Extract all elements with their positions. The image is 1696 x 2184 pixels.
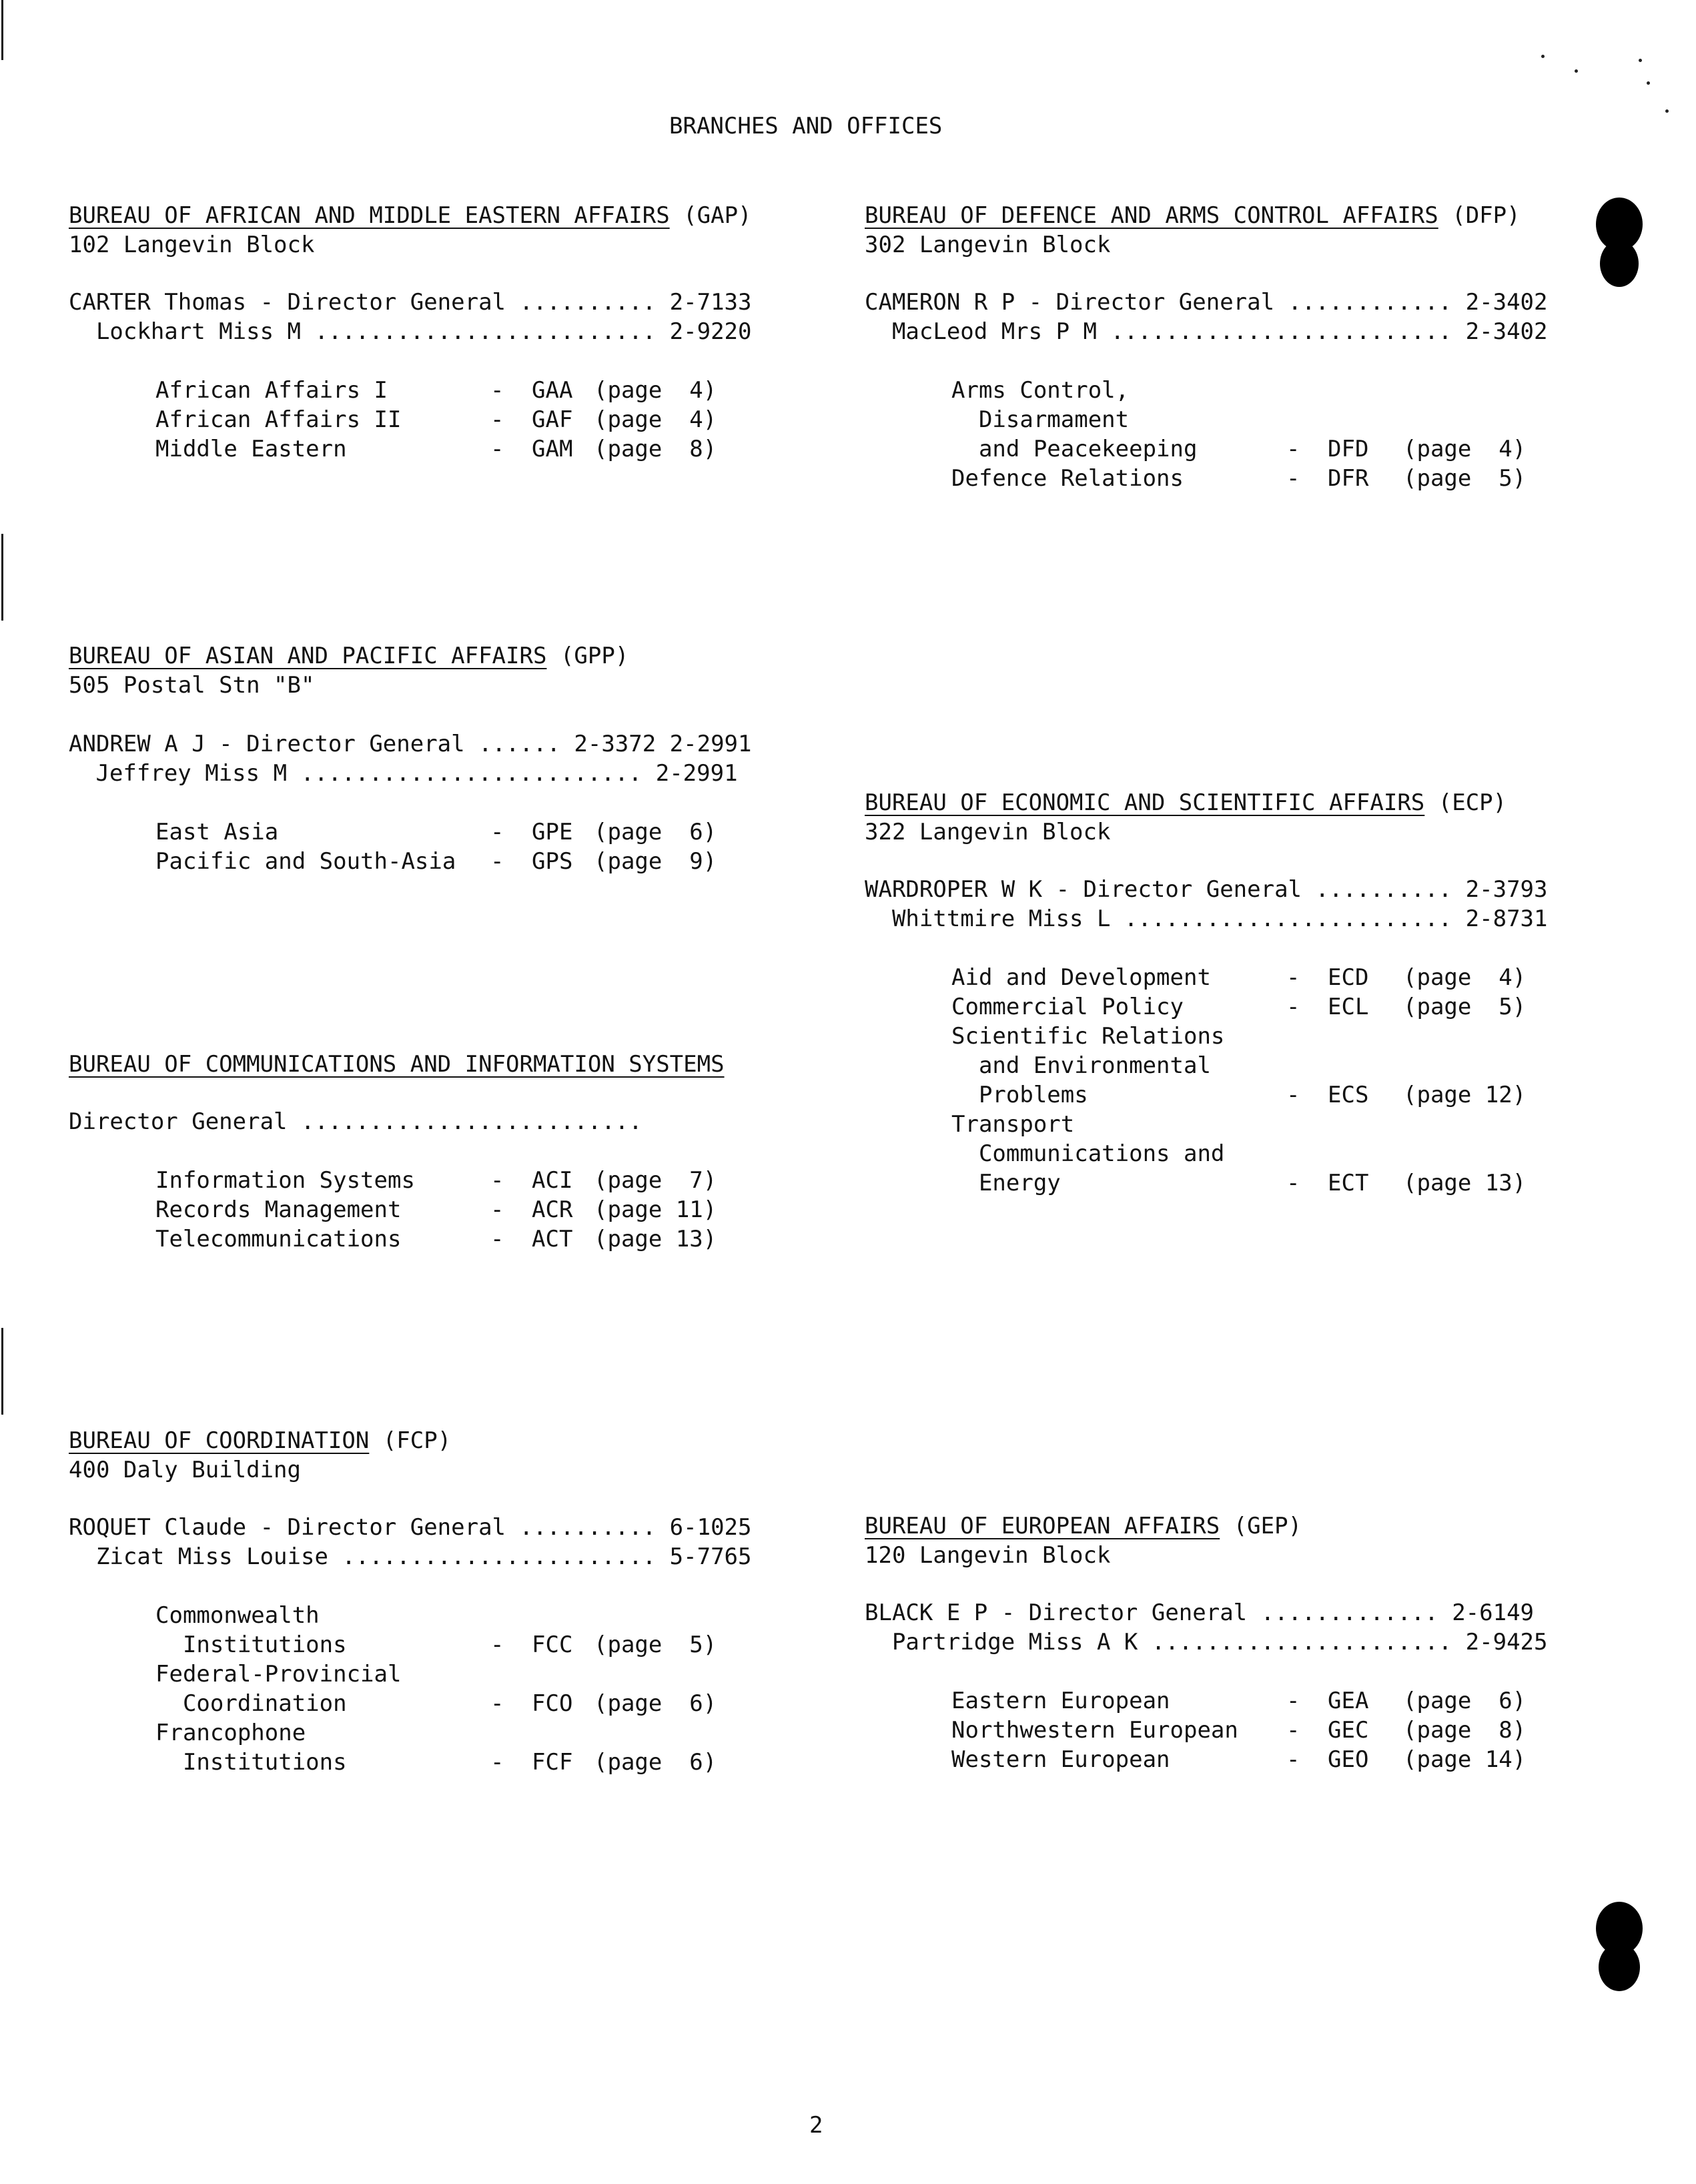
speck (1575, 69, 1578, 73)
punch-hole-top-lower (1600, 240, 1639, 287)
section-title: BUREAU OF EUROPEAN AFFAIRS (865, 1513, 1220, 1539)
division-name: Problems (951, 1082, 1088, 1108)
division-code: DFR (1328, 465, 1369, 492)
division-name: Energy (951, 1170, 1061, 1196)
division-name: Arms Control, (951, 377, 1130, 404)
section-title: BUREAU OF ECONOMIC AND SCIENTIFIC AFFAIRS (865, 789, 1425, 816)
division-sep: - (490, 848, 504, 875)
division-name: Western European (951, 1746, 1170, 1773)
assistant-line: Zicat Miss Louise ....................... 5-7765 (69, 1543, 752, 1570)
division-name: Institutions (155, 1631, 347, 1658)
division-page: (page 13) (1403, 1170, 1527, 1196)
division-page: (page 4) (1403, 436, 1527, 462)
section-heading (69, 1050, 725, 1079)
director-line: ANDREW A J - Director General ...... 2-3372 2-2991 (69, 731, 752, 757)
left-edge-mark-1 (1, 0, 3, 60)
division-code: ECS (1328, 1082, 1369, 1108)
page-number: 2 (809, 2112, 823, 2139)
division-name: African Affairs I (155, 377, 388, 404)
division-code: GEC (1328, 1717, 1369, 1744)
division-code: GAF (532, 406, 573, 433)
division-name: Transport (951, 1111, 1075, 1138)
division-code: ECL (1328, 994, 1369, 1020)
division-code: ECT (1328, 1170, 1369, 1196)
division-code: GEO (1328, 1746, 1369, 1773)
division-sep: - (1286, 994, 1300, 1020)
division-page: (page 9) (594, 848, 717, 875)
section-address: 102 Langevin Block (69, 232, 315, 258)
assistant-line: Partridge Miss A K ...................... 2-9425 (865, 1629, 1548, 1656)
division-page: (page 6) (594, 819, 717, 845)
section-title: BUREAU OF ASIAN AND PACIFIC AFFAIRS (69, 643, 547, 669)
division-name: Communications and (951, 1140, 1225, 1167)
division-name: African Affairs II (155, 406, 402, 433)
punch-hole-bottom-lower (1599, 1943, 1640, 1991)
division-page: (page 12) (1403, 1082, 1527, 1108)
division-code: GPS (532, 848, 573, 875)
division-code: ECD (1328, 964, 1369, 991)
section-code: (GEP) (1233, 1513, 1302, 1539)
division-page: (page 5) (1403, 994, 1527, 1020)
division-sep: - (1286, 1717, 1300, 1744)
section-title: BUREAU OF COORDINATION (69, 1427, 370, 1454)
division-sep: - (1286, 1170, 1300, 1196)
division-sep: - (490, 1226, 504, 1252)
division-name: Telecommunications (155, 1226, 402, 1252)
division-page: (page 4) (1403, 964, 1527, 991)
division-code: ACT (532, 1226, 573, 1252)
section-code: (DFP) (1452, 202, 1521, 229)
division-sep: - (490, 1749, 504, 1776)
section-heading (69, 641, 628, 671)
division-page: (page 8) (594, 436, 717, 462)
division-page: (page 4) (594, 406, 717, 433)
division-code: GAA (532, 377, 573, 404)
division-sep: - (1286, 964, 1300, 991)
division-sep: - (490, 1631, 504, 1658)
division-sep: - (1286, 465, 1300, 492)
division-name: Eastern European (951, 1688, 1170, 1714)
division-sep: - (490, 819, 504, 845)
speck (1665, 109, 1669, 113)
section-heading (865, 201, 1521, 230)
division-page: (page 6) (594, 1749, 717, 1776)
division-page: (page 11) (594, 1196, 717, 1223)
division-code: DFD (1328, 436, 1369, 462)
division-code: FCO (532, 1690, 573, 1717)
director-line: Director General ......................... (69, 1108, 643, 1135)
division-name: Middle Eastern (155, 436, 347, 462)
division-code: FCF (532, 1749, 573, 1776)
section-code: (FCP) (382, 1427, 452, 1454)
section-code: (GPP) (560, 643, 629, 669)
division-name: Defence Relations (951, 465, 1184, 492)
section-address: 505 Postal Stn "B" (69, 672, 315, 699)
section-code: (ECP) (1438, 789, 1507, 816)
division-sep: - (1286, 1082, 1300, 1108)
division-page: (page 5) (1403, 465, 1527, 492)
division-page: (page 4) (594, 377, 717, 404)
division-page: (page 7) (594, 1167, 717, 1194)
division-name: Institutions (155, 1749, 347, 1776)
section-heading (69, 201, 752, 230)
page-title: BRANCHES AND OFFICES (669, 113, 943, 139)
division-sep: - (490, 436, 504, 462)
director-line: WARDROPER W K - Director General .......... 2-3793 (865, 876, 1548, 903)
division-name: and Environmental (951, 1052, 1211, 1079)
division-sep: - (1286, 1688, 1300, 1714)
assistant-line: Lockhart Miss M ......................... 2-9220 (69, 318, 752, 345)
division-name: Information Systems (155, 1167, 415, 1194)
division-sep: - (1286, 436, 1300, 462)
section-title: BUREAU OF AFRICAN AND MIDDLE EASTERN AFFAIRS (69, 202, 670, 229)
section-code: (GAP) (683, 202, 752, 229)
left-edge-mark-3 (1, 1328, 3, 1415)
section-heading (865, 1511, 1302, 1541)
division-name: Commercial Policy (951, 994, 1184, 1020)
division-sep: - (490, 1690, 504, 1717)
division-name: and Peacekeeping (951, 436, 1198, 462)
division-code: GAM (532, 436, 573, 462)
division-code: ACR (532, 1196, 573, 1223)
division-page: (page 6) (594, 1690, 717, 1717)
speck (1639, 59, 1642, 62)
director-line: CARTER Thomas - Director General .......... 2-7133 (69, 289, 752, 316)
assistant-line: Jeffrey Miss M ......................... 2-2991 (82, 760, 738, 787)
section-address: 322 Langevin Block (865, 819, 1111, 845)
division-sep: - (490, 377, 504, 404)
division-name: Scientific Relations (951, 1023, 1225, 1050)
division-page: (page 14) (1403, 1746, 1527, 1773)
division-name: Northwestern European (951, 1717, 1238, 1744)
section-heading (69, 1426, 451, 1455)
division-name: Coordination (155, 1690, 347, 1717)
division-code: GPE (532, 819, 573, 845)
director-line: CAMERON R P - Director General ............ 2-3402 (865, 289, 1548, 316)
director-line: ROQUET Claude - Director General .......... 6-1025 (69, 1514, 752, 1541)
division-page: (page 6) (1403, 1688, 1527, 1714)
section-address: 302 Langevin Block (865, 232, 1111, 258)
division-name: Federal-Provincial (155, 1661, 402, 1688)
division-name: Commonwealth (155, 1602, 320, 1629)
division-name: Records Management (155, 1196, 402, 1223)
division-page: (page 8) (1403, 1717, 1527, 1744)
division-sep: - (490, 1196, 504, 1223)
division-name: Aid and Development (951, 964, 1211, 991)
division-code: GEA (1328, 1688, 1369, 1714)
section-title: BUREAU OF COMMUNICATIONS AND INFORMATION SYSTEMS (69, 1051, 725, 1078)
division-name: East Asia (155, 819, 279, 845)
division-name: Disarmament (951, 406, 1130, 433)
division-sep: - (1286, 1746, 1300, 1773)
division-sep: - (490, 406, 504, 433)
assistant-line: Whittmire Miss L ........................ 2-8731 (865, 905, 1548, 932)
division-sep: - (490, 1167, 504, 1194)
division-name: Francophone (155, 1720, 306, 1746)
division-name: Pacific and South-Asia (155, 848, 456, 875)
division-code: FCC (532, 1631, 573, 1658)
speck (1541, 55, 1545, 58)
speck (1647, 81, 1650, 85)
section-heading (865, 788, 1507, 817)
director-line: BLACK E P - Director General ............. 2-6149 (865, 1599, 1535, 1626)
section-title: BUREAU OF DEFENCE AND ARMS CONTROL AFFAIRS (865, 202, 1438, 229)
section-address: 120 Langevin Block (865, 1542, 1111, 1569)
division-code: ACI (532, 1167, 573, 1194)
assistant-line: MacLeod Mrs P M ......................... 2-3402 (865, 318, 1548, 345)
division-page: (page 13) (594, 1226, 717, 1252)
section-address: 400 Daly Building (69, 1457, 301, 1483)
division-page: (page 5) (594, 1631, 717, 1658)
left-edge-mark-2 (1, 534, 3, 621)
